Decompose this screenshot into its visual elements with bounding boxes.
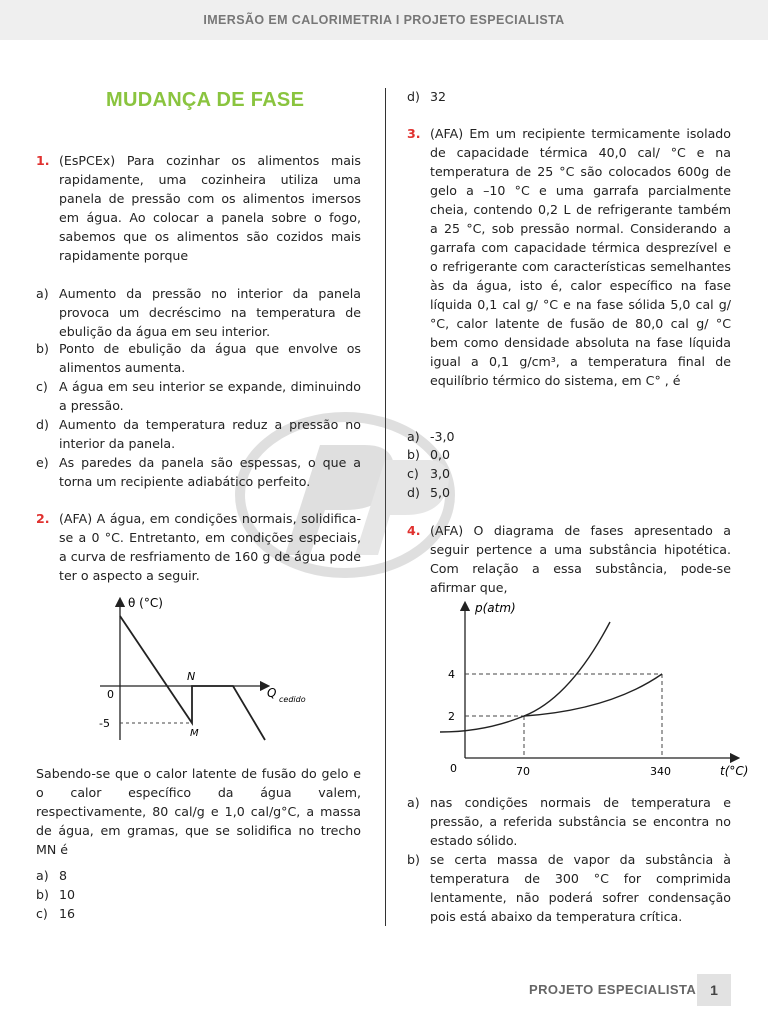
q1-option-c [36, 377, 361, 415]
tick-minus5: -5 [99, 717, 110, 730]
fusion-curve [524, 622, 610, 716]
option-text: se certa massa de vapor da substância à temperatura de 300 °C for comprimida lentamente, não poderá sofrer condensação pois está abaixo da temperatura crítica. [430, 852, 731, 924]
option-text: Aumento da pressão no interior da panela provoca um decréscimo na temperatura de ebulição da água em seu interior. [59, 286, 361, 339]
tick-2: 2 [448, 710, 455, 723]
option-text: 10 [59, 887, 76, 902]
option-text: 16 [59, 906, 76, 921]
option-text: Ponto de ebulição da água que envolve os alimentos aumenta. [59, 341, 361, 375]
question-number: 2. [36, 511, 50, 526]
option-letter: d) [407, 89, 420, 104]
option-letter: d) [407, 485, 420, 500]
x-axis-label: t(°C) [720, 764, 749, 778]
page-header: IMERSÃO EM CALORIMETRIA I PROJETO ESPECIALISTA [0, 0, 768, 40]
option-letter: b) [36, 341, 49, 356]
option-text: 0,0 [430, 447, 451, 462]
option-letter: c) [407, 466, 419, 481]
cooling-curve-graph [95, 590, 355, 750]
option-text: Aumento da temperatura reduz a pressão no interior da panela. [59, 417, 361, 451]
y-axis-label: p(atm) [475, 601, 516, 615]
option-letter: c) [36, 906, 48, 921]
option-text: 32 [430, 89, 447, 104]
option-text: 5,0 [430, 485, 451, 500]
section-title: MUDANÇA DE FASE [106, 89, 305, 111]
q1-option-d [36, 415, 361, 453]
q4-option-a [407, 793, 731, 850]
question-text: (AFA) Em um recipiente termicamente isolado de capacidade térmica 40,0 cal/ °C e na temperatura de 25 °C são colocados 600g de gelo a –10 °C e uma garrafa parcialmente cheia, contendo 0,2 L de refrigerante também a 25 °C, sob pressão normal. Considerando a garrafa com capacidade térmica desprezível e o refrigerante com características semelhantes às da água, isto é, calor específico na fase líquida 0,1 cal g/ °C e na fase sólida 5,0 cal g/°C, calor latente de fusão de 80,0 cal g/ °C bem como densidade absoluta na fase líquida igual a 0,1 g/cm³, a temperatura final de equilíbrio térmico do sistema, em C° , é [430, 126, 731, 388]
question-number: 4. [407, 523, 421, 538]
tick-340: 340 [650, 765, 671, 778]
vaporization-curve [524, 674, 662, 716]
question-text: (EsPCEx) Para cozinhar os alimentos mais rapidamente, uma cozinheira utiliza uma panela de pressão com os alimentos imersos em água. Ao colocar a panela sobre o fogo, sabemos que os alimentos são cozidos mais rapidamente porque [59, 153, 361, 263]
tick-0: 0 [450, 762, 457, 775]
option-text: A água em seu interior se expande, diminuindo a pressão. [59, 379, 361, 413]
option-text: nas condições normais de temperatura e pressão, a referida substância se encontra no estado sólido. [430, 795, 731, 848]
option-letter: b) [36, 887, 49, 902]
option-letter: b) [407, 447, 420, 462]
question-text: Sabendo-se que o calor latente de fusão do gelo e o calor específico da água valem, respectivamente, 80 cal/g e 1,0 cal/g°C, a massa de água, em gramas, que se solidifica no trecho MN é [36, 766, 361, 857]
option-letter: a) [407, 795, 420, 810]
point-m-label: M [190, 728, 199, 739]
option-letter: a) [36, 868, 49, 883]
question-4 [407, 521, 731, 597]
question-text: (AFA) A água, em condições normais, solidifica-se a 0 °C. Entretanto, em condições especiais, a curva de resfriamento de 160 g de água pode ter o aspecto a seguir. [59, 511, 361, 583]
option-text: As paredes da panela são espessas, o que a torna um recipiente adiabático perfeito. [59, 455, 361, 489]
x-axis-label: Q [267, 686, 277, 700]
question-number: 1. [36, 153, 50, 168]
q4-option-b [407, 850, 731, 926]
question-text: (AFA) O diagrama de fases apresentado a seguir pertence a uma substância hipotética. Com relação a essa substância, pode-se afirmar que, [430, 523, 731, 595]
q1-option-b [36, 339, 361, 377]
tick-zero: 0 [107, 688, 114, 701]
option-letter: a) [407, 429, 420, 444]
question-2 [36, 509, 361, 585]
option-letter: b) [407, 852, 420, 867]
option-text: -3,0 [430, 429, 455, 444]
option-text: 3,0 [430, 466, 451, 481]
option-letter: e) [36, 455, 49, 470]
point-n-label: N [187, 670, 196, 683]
phase-diagram-graph [410, 598, 760, 778]
question-number: 3. [407, 126, 421, 141]
page-number: 1 [697, 974, 731, 1006]
option-text: 8 [59, 868, 68, 883]
footer-label: PROJETO ESPECIALISTA [529, 982, 697, 997]
x-axis-sublabel: cedido [279, 695, 306, 704]
question-2-continuation [36, 764, 361, 859]
tick-70: 70 [516, 765, 530, 778]
option-letter: a) [36, 286, 49, 301]
q1-option-e [36, 453, 361, 491]
question-3 [407, 124, 731, 390]
y-axis-label: θ (°C) [128, 596, 163, 610]
option-letter: d) [36, 417, 49, 432]
question-1 [36, 151, 361, 265]
option-letter: c) [36, 379, 48, 394]
tick-4: 4 [448, 668, 455, 681]
q1-option-a [36, 284, 361, 341]
